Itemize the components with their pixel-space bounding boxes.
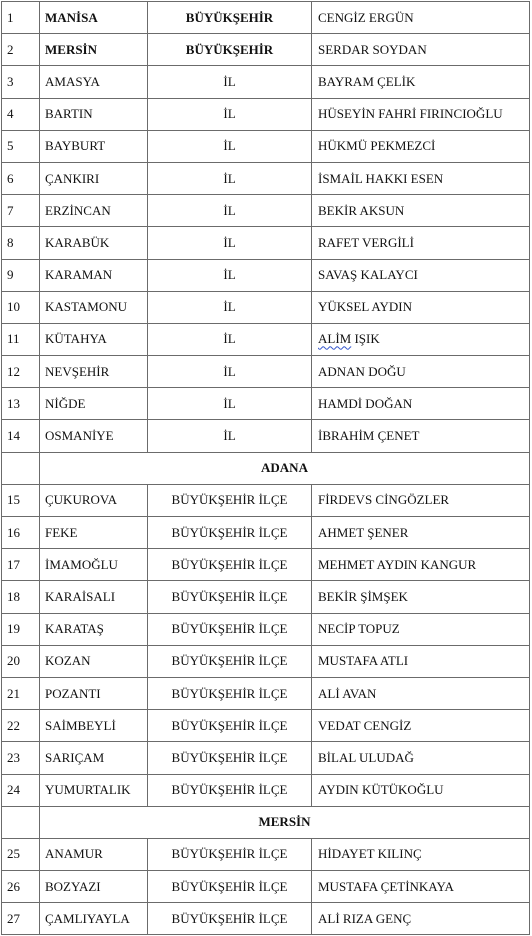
table-row bbox=[2, 742, 530, 774]
municipality-type-cell: BÜYÜKŞEHİR İLÇE bbox=[148, 871, 312, 903]
municipality-type-cell: BÜYÜKŞEHİR İLÇE bbox=[148, 549, 312, 581]
municipality-type-cell: BÜYÜKŞEHİR İLÇE bbox=[148, 774, 312, 806]
row-number-cell: 19 bbox=[2, 613, 40, 645]
municipality-type-cell: BÜYÜKŞEHİR İLÇE bbox=[148, 484, 312, 516]
municipality-type-cell: İL bbox=[148, 195, 312, 227]
table-row bbox=[2, 227, 530, 259]
location-name-cell: İMAMOĞLU bbox=[40, 549, 148, 581]
row-number-cell: 2 bbox=[2, 34, 40, 66]
candidate-name-cell: MUSTAFA ATLI bbox=[312, 645, 530, 677]
municipality-type-cell: İL bbox=[148, 98, 312, 130]
candidate-name-cell: HİDAYET KILINÇ bbox=[312, 838, 530, 870]
municipality-type-cell: BÜYÜKŞEHİR İLÇE bbox=[148, 613, 312, 645]
candidate-name-cell: NECİP TOPUZ bbox=[312, 613, 530, 645]
location-name-cell: KÜTAHYA bbox=[40, 323, 148, 355]
location-name-cell: KARAMAN bbox=[40, 259, 148, 291]
location-name-cell: KASTAMONU bbox=[40, 291, 148, 323]
candidate-name-cell: İSMAİL HAKKI ESEN bbox=[312, 162, 530, 194]
candidate-name-cell: BAYRAM ÇELİK bbox=[312, 66, 530, 98]
municipality-type-cell: BÜYÜKŞEHİR İLÇE bbox=[148, 710, 312, 742]
section-title: MERSİN bbox=[40, 806, 530, 838]
row-number-cell: 18 bbox=[2, 581, 40, 613]
location-name-cell: ANAMUR bbox=[40, 838, 148, 870]
table-row bbox=[2, 34, 530, 66]
candidate-name-cell: CENGİZ ERGÜN bbox=[312, 2, 530, 34]
row-number-cell: 14 bbox=[2, 420, 40, 452]
row-number-cell: 24 bbox=[2, 774, 40, 806]
municipality-type-cell: İL bbox=[148, 356, 312, 388]
section-header-row bbox=[2, 806, 530, 838]
section-header-row bbox=[2, 452, 530, 484]
row-number-cell: 22 bbox=[2, 710, 40, 742]
row-number-cell: 5 bbox=[2, 130, 40, 162]
table-row bbox=[2, 484, 530, 516]
candidate-name-cell: HAMDİ DOĞAN bbox=[312, 388, 530, 420]
location-name-cell: ÇUKUROVA bbox=[40, 484, 148, 516]
row-number-cell: 23 bbox=[2, 742, 40, 774]
candidate-name-cell: ALİ AVAN bbox=[312, 677, 530, 709]
table-row bbox=[2, 323, 530, 355]
row-number-cell: 27 bbox=[2, 903, 40, 935]
location-name-cell: ÇANKIRI bbox=[40, 162, 148, 194]
municipality-type-cell: BÜYÜKŞEHİR İLÇE bbox=[148, 517, 312, 549]
candidate-name-cell: SERDAR SOYDAN bbox=[312, 34, 530, 66]
row-number-cell: 3 bbox=[2, 66, 40, 98]
table-row bbox=[2, 98, 530, 130]
table-row bbox=[2, 66, 530, 98]
candidate-name-cell: VEDAT CENGİZ bbox=[312, 710, 530, 742]
location-name-cell: AMASYA bbox=[40, 66, 148, 98]
row-number-cell: 25 bbox=[2, 838, 40, 870]
candidate-name-cell: FİRDEVS CİNGÖZLER bbox=[312, 484, 530, 516]
candidate-name-cell: BEKİR ŞİMŞEK bbox=[312, 581, 530, 613]
location-name-cell: NEVŞEHİR bbox=[40, 356, 148, 388]
location-name-cell: SAİMBEYLİ bbox=[40, 710, 148, 742]
candidate-name-cell: HÜKMÜ PEKMEZCİ bbox=[312, 130, 530, 162]
candidate-name-cell: AYDIN KÜTÜKOĞLU bbox=[312, 774, 530, 806]
location-name-cell: BARTIN bbox=[40, 98, 148, 130]
location-name-cell: BOZYAZI bbox=[40, 871, 148, 903]
candidate-table-body bbox=[2, 2, 530, 935]
location-name-cell: BAYBURT bbox=[40, 130, 148, 162]
candidate-name-cell: MEHMET AYDIN KANGUR bbox=[312, 549, 530, 581]
row-number-cell: 12 bbox=[2, 356, 40, 388]
table-row bbox=[2, 2, 530, 34]
municipality-type-cell: İL bbox=[148, 291, 312, 323]
location-name-cell: SARIÇAM bbox=[40, 742, 148, 774]
municipality-type-cell: İL bbox=[148, 259, 312, 291]
row-number-cell: 8 bbox=[2, 227, 40, 259]
municipality-type-cell: İL bbox=[148, 388, 312, 420]
municipality-type-cell: BÜYÜKŞEHİR İLÇE bbox=[148, 645, 312, 677]
municipality-type-cell: BÜYÜKŞEHİR İLÇE bbox=[148, 581, 312, 613]
table-row bbox=[2, 356, 530, 388]
section-number-cell bbox=[2, 452, 40, 484]
municipality-type-cell: İL bbox=[148, 227, 312, 259]
table-row bbox=[2, 645, 530, 677]
municipality-type-cell: BÜYÜKŞEHİR İLÇE bbox=[148, 903, 312, 935]
row-number-cell: 17 bbox=[2, 549, 40, 581]
table-row bbox=[2, 517, 530, 549]
table-row bbox=[2, 871, 530, 903]
row-number-cell: 10 bbox=[2, 291, 40, 323]
location-name-cell: NİĞDE bbox=[40, 388, 148, 420]
municipality-type-cell: BÜYÜKŞEHİR İLÇE bbox=[148, 742, 312, 774]
table-row bbox=[2, 710, 530, 742]
row-number-cell: 16 bbox=[2, 517, 40, 549]
location-name-cell: POZANTI bbox=[40, 677, 148, 709]
candidate-name-cell: BEKİR AKSUN bbox=[312, 195, 530, 227]
location-name-cell: OSMANİYE bbox=[40, 420, 148, 452]
municipality-type-cell: İL bbox=[148, 130, 312, 162]
municipality-type-cell: İL bbox=[148, 162, 312, 194]
table-row bbox=[2, 291, 530, 323]
table-row bbox=[2, 774, 530, 806]
table-row bbox=[2, 195, 530, 227]
municipality-type-cell: İL bbox=[148, 420, 312, 452]
table-row bbox=[2, 838, 530, 870]
candidate-name-cell: YÜKSEL AYDIN bbox=[312, 291, 530, 323]
row-number-cell: 15 bbox=[2, 484, 40, 516]
location-name-cell: FEKE bbox=[40, 517, 148, 549]
row-number-cell: 26 bbox=[2, 871, 40, 903]
municipality-type-cell: BÜYÜKŞEHİR bbox=[148, 2, 312, 34]
table-row bbox=[2, 259, 530, 291]
candidate-name-cell bbox=[312, 323, 530, 355]
candidate-surname: IŞIK bbox=[351, 331, 380, 347]
row-number-cell: 6 bbox=[2, 162, 40, 194]
municipality-type-cell: BÜYÜKŞEHİR bbox=[148, 34, 312, 66]
candidate-name-cell: HÜSEYİN FAHRİ FIRINCIOĞLU bbox=[312, 98, 530, 130]
table-row bbox=[2, 549, 530, 581]
location-name-cell: KOZAN bbox=[40, 645, 148, 677]
candidate-name-cell: İBRAHİM ÇENET bbox=[312, 420, 530, 452]
row-number-cell: 4 bbox=[2, 98, 40, 130]
table-row bbox=[2, 130, 530, 162]
table-row bbox=[2, 903, 530, 935]
location-name-cell: KARAİSALI bbox=[40, 581, 148, 613]
municipality-type-cell: İL bbox=[148, 66, 312, 98]
location-name-cell: MERSİN bbox=[40, 34, 148, 66]
table-row bbox=[2, 420, 530, 452]
municipality-type-cell: BÜYÜKŞEHİR İLÇE bbox=[148, 838, 312, 870]
row-number-cell: 13 bbox=[2, 388, 40, 420]
candidate-name-cell: ALİ RIZA GENÇ bbox=[312, 903, 530, 935]
row-number-cell: 21 bbox=[2, 677, 40, 709]
row-number-cell: 20 bbox=[2, 645, 40, 677]
row-number-cell: 7 bbox=[2, 195, 40, 227]
location-name-cell: ÇAMLIYAYLA bbox=[40, 903, 148, 935]
candidate-name-cell: RAFET VERGİLİ bbox=[312, 227, 530, 259]
candidate-name-cell: SAVAŞ KALAYCI bbox=[312, 259, 530, 291]
section-number-cell bbox=[2, 806, 40, 838]
location-name-cell: YUMURTALIK bbox=[40, 774, 148, 806]
row-number-cell: 9 bbox=[2, 259, 40, 291]
candidate-first-name-spellcheck: ALİM bbox=[318, 331, 352, 347]
table-row bbox=[2, 388, 530, 420]
table-row bbox=[2, 677, 530, 709]
candidate-table bbox=[1, 1, 530, 935]
table-row bbox=[2, 613, 530, 645]
candidate-name-cell: ADNAN DOĞU bbox=[312, 356, 530, 388]
table-row bbox=[2, 581, 530, 613]
location-name-cell: KARATAŞ bbox=[40, 613, 148, 645]
section-title: ADANA bbox=[40, 452, 530, 484]
municipality-type-cell: İL bbox=[148, 323, 312, 355]
candidate-name-cell: AHMET ŞENER bbox=[312, 517, 530, 549]
location-name-cell: MANİSA bbox=[40, 2, 148, 34]
municipality-type-cell: BÜYÜKŞEHİR İLÇE bbox=[148, 677, 312, 709]
candidate-name-cell: BİLAL ULUDAĞ bbox=[312, 742, 530, 774]
table-row bbox=[2, 162, 530, 194]
row-number-cell: 11 bbox=[2, 323, 40, 355]
location-name-cell: ERZİNCAN bbox=[40, 195, 148, 227]
row-number-cell: 1 bbox=[2, 2, 40, 34]
location-name-cell: KARABÜK bbox=[40, 227, 148, 259]
candidate-name-cell: MUSTAFA ÇETİNKAYA bbox=[312, 871, 530, 903]
